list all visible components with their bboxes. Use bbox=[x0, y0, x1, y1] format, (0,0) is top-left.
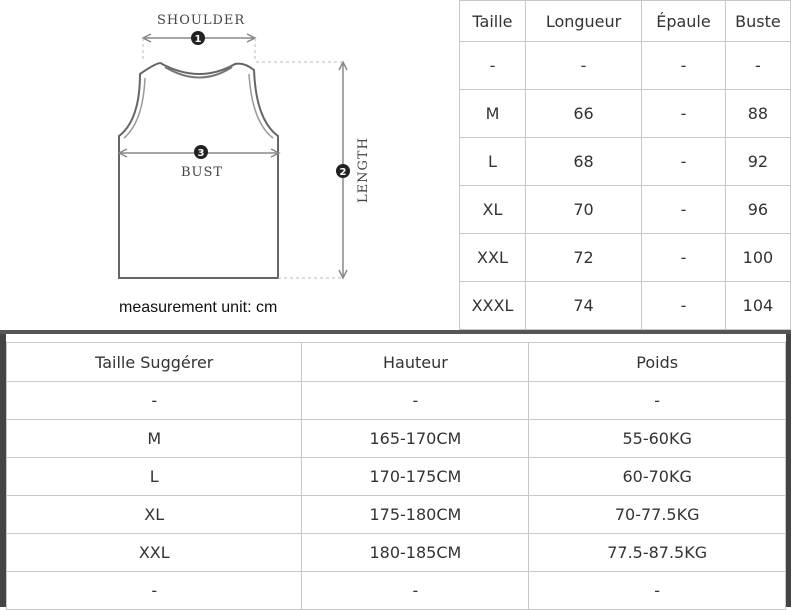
size-table-cell: 88 bbox=[725, 90, 790, 138]
size-table-cell: 96 bbox=[725, 186, 790, 234]
size-suggestion-table bbox=[6, 342, 786, 610]
size-table-row bbox=[460, 282, 791, 330]
size-table-cell: 68 bbox=[525, 138, 641, 186]
marker-3-text: 3 bbox=[197, 148, 205, 159]
size-table-row bbox=[460, 138, 791, 186]
suggestion-table-row bbox=[7, 572, 786, 610]
size-table-cell: 74 bbox=[525, 282, 641, 330]
right-border bbox=[786, 334, 791, 607]
suggestion-table-cell: - bbox=[7, 572, 302, 610]
size-table-cell: - bbox=[525, 42, 641, 90]
size-table-cell: 72 bbox=[525, 234, 641, 282]
size-table-header-cell: Taille bbox=[460, 1, 526, 42]
suggestion-table-row bbox=[7, 534, 786, 572]
suggestion-table-cell: - bbox=[302, 572, 529, 610]
size-table-cell: 92 bbox=[725, 138, 790, 186]
size-table-cell: L bbox=[460, 138, 526, 186]
suggestion-table-row bbox=[7, 458, 786, 496]
suggestion-table-header-row bbox=[7, 343, 786, 382]
size-table-cell: - bbox=[642, 90, 726, 138]
bust-label: BUST bbox=[181, 165, 224, 180]
size-table-row bbox=[460, 234, 791, 282]
size-table-cell: 70 bbox=[525, 186, 641, 234]
suggestion-table-cell: L bbox=[7, 458, 302, 496]
size-table-cell: 100 bbox=[725, 234, 790, 282]
size-table-row bbox=[460, 42, 791, 90]
suggestion-table-row bbox=[7, 382, 786, 420]
suggestion-table-cell: 180-185CM bbox=[302, 534, 529, 572]
suggestion-table-cell: 170-175CM bbox=[302, 458, 529, 496]
suggestion-table-cell: 55-60KG bbox=[529, 420, 786, 458]
size-table-cell: - bbox=[460, 42, 526, 90]
size-table-row bbox=[460, 186, 791, 234]
size-table-cell: - bbox=[642, 186, 726, 234]
suggestion-table-cell: 175-180CM bbox=[302, 496, 529, 534]
measurement-unit-note: measurement unit: cm bbox=[119, 299, 278, 316]
suggestion-table-cell: 77.5-87.5KG bbox=[529, 534, 786, 572]
size-table-cell: XL bbox=[460, 186, 526, 234]
size-measurement-table bbox=[459, 0, 791, 330]
suggestion-table-cell: - bbox=[529, 382, 786, 420]
suggestion-table-cell: - bbox=[7, 382, 302, 420]
suggestion-table-row bbox=[7, 496, 786, 534]
size-table-header-cell: Épaule bbox=[642, 1, 726, 42]
size-table-cell: - bbox=[642, 234, 726, 282]
suggestion-table-header-cell: Taille Suggérer bbox=[7, 343, 302, 382]
size-table-cell: 104 bbox=[725, 282, 790, 330]
suggestion-table-header-cell: Hauteur bbox=[302, 343, 529, 382]
suggestion-table-cell: XXL bbox=[7, 534, 302, 572]
shoulder-label: SHOULDER bbox=[157, 13, 246, 28]
size-table-cell: XXXL bbox=[460, 282, 526, 330]
length-label: LENGTH bbox=[356, 137, 371, 203]
size-table-cell: - bbox=[642, 42, 726, 90]
size-table-header-cell: Buste bbox=[725, 1, 790, 42]
suggestion-table-cell: 70-77.5KG bbox=[529, 496, 786, 534]
size-table-cell: - bbox=[642, 138, 726, 186]
suggestion-table-cell: 60-70KG bbox=[529, 458, 786, 496]
suggestion-table-cell: XL bbox=[7, 496, 302, 534]
suggestion-table-row bbox=[7, 420, 786, 458]
tank-top-outline bbox=[0, 0, 460, 330]
suggestion-table-header-cell: Poids bbox=[529, 343, 786, 382]
suggestion-table-cell: M bbox=[7, 420, 302, 458]
garment-measurement-diagram bbox=[0, 0, 460, 330]
size-table-cell: M bbox=[460, 90, 526, 138]
size-suggestion-section bbox=[0, 334, 791, 607]
marker-1-text: 1 bbox=[194, 34, 202, 45]
size-table-cell: - bbox=[642, 282, 726, 330]
suggestion-table-cell: 165-170CM bbox=[302, 420, 529, 458]
size-table-cell: 66 bbox=[525, 90, 641, 138]
size-table-header-row bbox=[460, 1, 791, 42]
size-table-header-cell: Longueur bbox=[525, 1, 641, 42]
suggestion-table-cell: - bbox=[302, 382, 529, 420]
size-table-cell: - bbox=[725, 42, 790, 90]
size-table-row bbox=[460, 90, 791, 138]
marker-2-text: 2 bbox=[339, 167, 347, 178]
suggestion-table-cell: - bbox=[529, 572, 786, 610]
size-table-cell: XXL bbox=[460, 234, 526, 282]
